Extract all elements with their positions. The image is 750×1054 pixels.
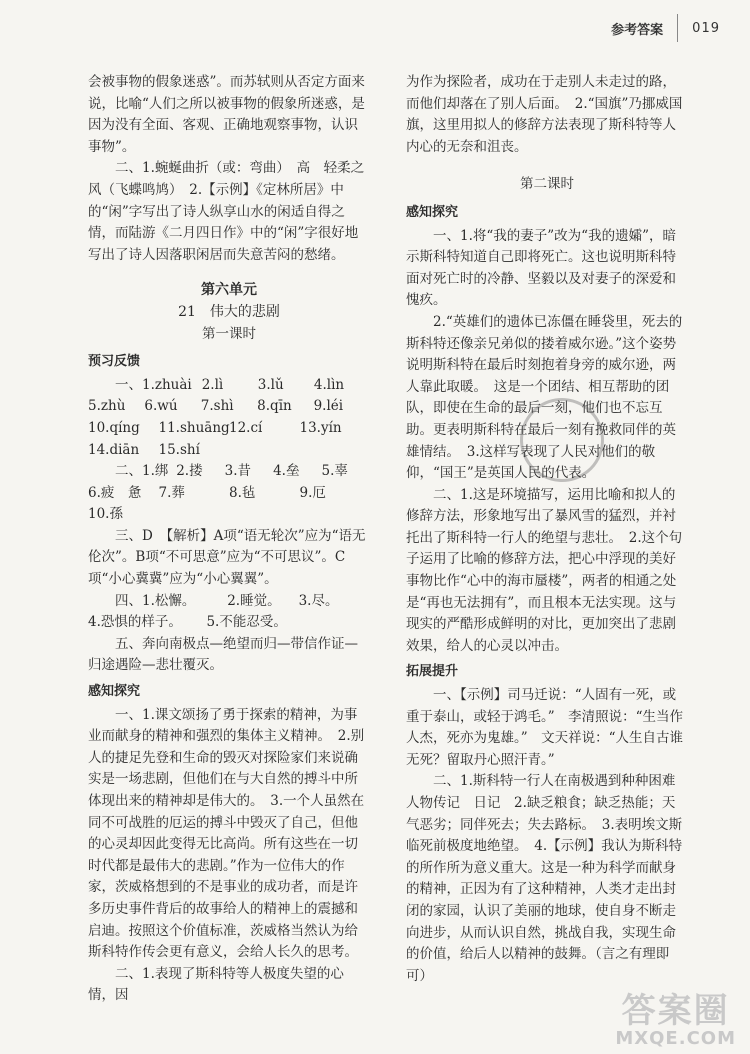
answer-row: 一、1.zhuài 2.lì 3.lǔ 4.lìn: [115, 376, 345, 393]
paragraph: 三、D 【解析】A项“语无轮次”应为“语无伦次”。B项“不可思意”应为“不可思议”。C项“小心冀冀”应为“小心翼翼”。: [88, 527, 366, 588]
section-heading: 预习反馈: [88, 354, 141, 370]
section-heading: 拓展提升: [406, 664, 459, 680]
section-heading: 感知探究: [406, 204, 459, 220]
answer-row: 10.孫: [88, 506, 123, 523]
watermark-logo: 答案圈 MXQE.COM: [615, 991, 736, 1049]
paragraph: 二、1.表现了斯科特等人极度失望的心情，因: [88, 965, 344, 1004]
answer-row: 四、1.松懈。 2.睡觉。 3.尽。: [115, 592, 339, 609]
paragraph: 五、奔向南极点—绝望而归—带信作证—归途遇险—悲壮覆灭。: [88, 635, 358, 674]
paragraph: 会被事物的假象迷惑”。而苏轼则从否定方面来说，比喻“人们之所以被事物的假象所迷惑，是因为没有全面、客观、正确地观察事物，认识事物”。: [88, 74, 365, 155]
paragraph: 2.“英雄们的遗体已冻僵在睡袋里，死去的斯科特还像亲兄弟似的搂着威尔逊。”这个姿势说明斯科特在最后时刻抱着身旁的威尔逊，两人靠此取暖。 这是一个团结、相互帮助的团队，即使在生命的最后一刻，他们也不忘互助。更表明斯科特在最后一刻有挽救同伴的英雄情结。 3.这样写表现了人民对他们的敬仰，“国王”是英国人民的代表。: [406, 313, 683, 482]
section-heading: 感知探究: [88, 684, 141, 700]
lesson-title: 21 伟大的悲剧: [178, 303, 280, 320]
paragraph: 一、1.将“我的妻子”改为“我的遗孀”，暗示斯科特知道自己即将死亡。这也说明斯科特面对死亡时的冷静、坚毅以及对妻子的深爱和愧疚。: [406, 227, 676, 309]
page-number: 019: [692, 20, 720, 36]
paragraph: 人物传记 日记 2.缺乏粮食；缺乏热能；天气恶劣；同伴死去；失去路标。 3.表明埃文斯临死前极度地绝望。 4.【示例】我认为斯科特的所作所为意义重大。这是一种为科学而献身的精神，正因为有了这种精神，人类才走出封闭的家园，认识了美丽的地球，使自身不断走向进步，从而认识自然，挑战自我，实现生命的价值，给后人以精神的鼓舞。（言之有理即可）: [406, 795, 683, 984]
unit-title: 第六单元: [201, 282, 257, 299]
answer-row: 6.疲 惫 7.葬 8.毡 9.厄: [88, 484, 326, 501]
page-header: [611, 14, 720, 42]
answer-row: 10.qíng 11.shuāng 12.cí 13.yín: [88, 419, 342, 436]
answer-row: 5.zhù 6.wú 7.shì 8.qīn 9.léi: [88, 398, 344, 415]
answer-row: 4.恐惧的样子。 5.不能忍受。: [88, 614, 287, 631]
header-divider: [677, 14, 678, 42]
answer-row: 二、1.绑 2.搂 3.昔 4.垒 5.辜: [115, 463, 348, 480]
answer-row: 14.diān 15.shí: [88, 441, 200, 458]
paragraph: 为作为探险者，成功在于走别人未走过的路，而他们却落在了别人后面。 2.“国旗”乃挪威国旗，这里用拟人的修辞方法表现了斯科特等人内心的无奈和沮丧。: [406, 74, 683, 155]
paragraph: 一、【示例】司马迁说：“人固有一死，或重于泰山，或轻于鸿毛。” 李清照说：“生当作人杰，死亦为鬼雄。” 文天祥说：“人生自古谁无死？留取丹心照汗青。”: [406, 687, 684, 768]
period-title: 第二课时: [520, 176, 574, 193]
paragraph: 二、1.斯科特一行人在南极遇到种种困难: [433, 773, 676, 790]
period-title: 第一课时: [202, 325, 256, 342]
paragraph: 一、1.课文颂扬了勇于探索的精神，为事业而献身的精神和强烈的集体主义精神。 2.别人的捷足先登和生命的毁灭对探险家们来说确实是一场悲剧，但他们在与大自然的搏斗中所体现出来的精神却是伟大的。 3.一个人虽然在同不可战胜的厄运的搏斗中毁灭了自己，但他的心灵却因此变得无比高尚。所有这些在一切时代都是最伟大的悲剧。”作为一位伟大的作家，茨威格想到的不是事业的成功者，而是许多历史事件背后的故事给人的精神上的震撼和启迪。按照这个价值标准，茨威格当然认为给斯科特作传会更有意义，会给人长久的思考。: [88, 706, 365, 961]
header-title: 参考答案: [611, 22, 664, 38]
left-column: [88, 72, 370, 1007]
paragraph: 二、1.蜿蜒曲折（或：弯曲） 高 轻柔之风（飞蝶鸣鸠） 2.【示例】《定林所居》中的“闲”字写出了诗人纵享山水的闲适自得之情，而陆游《二月四日作》中的“闲”字很好地写出了诗人因落职闲居而失意苦闷的愁绪。: [88, 160, 365, 263]
right-column: [406, 72, 688, 987]
paragraph: 二、1.这是环境描写，运用比喻和拟人的修辞方法，形象地写出了暴风雪的猛烈，并衬托出了斯科特一行人的绝望与悲壮。 2.这个句子运用了比喻的修辞方法，把心中浮现的美好事物比作“心中的海市蜃楼”，两者的相通之处是“再也无法拥有”，而且根本无法实现。这与现实的严酷形成鲜明的对比，更加突出了悲剧效果，给人的心灵以冲击。: [406, 486, 683, 654]
